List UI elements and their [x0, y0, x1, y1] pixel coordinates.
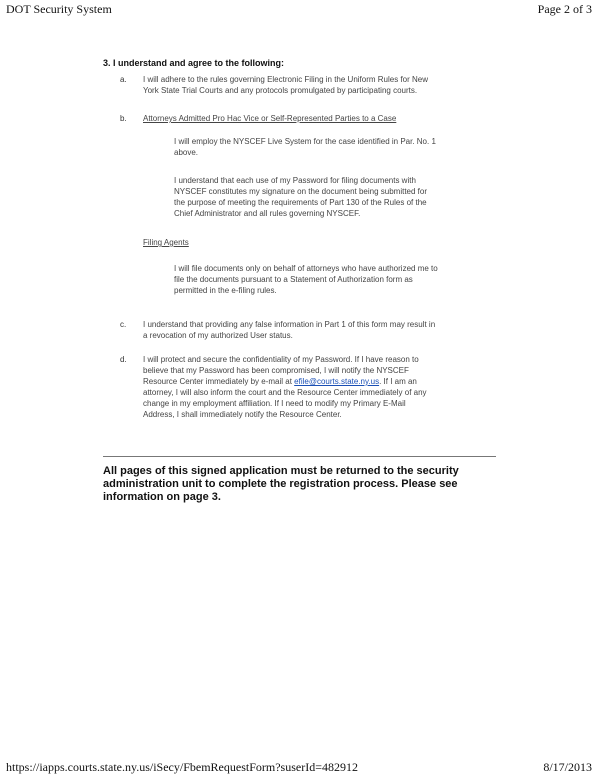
item-b-p2-line-3: the purpose of meeting the requirements of Part 130 of the Rules of the: [174, 198, 427, 207]
item-d-line-3-post: . If I am an: [379, 377, 417, 386]
item-c-line-1: I understand that providing any false information in Part 1 of this form may result in: [143, 320, 436, 329]
item-b-p3-line-3: permitted in the e-filing rules.: [174, 286, 277, 295]
item-d-line-3-pre: Resource Center immediately by e-mail at: [143, 377, 295, 386]
item-b-paragraph-3: [174, 263, 438, 296]
item-c-text: [143, 319, 435, 341]
item-b-paragraph-1: [174, 136, 436, 158]
item-b-p2-line-2: NYSCEF constitutes my signature on the document being submitted for: [174, 187, 428, 196]
item-a-line-2: York State Trial Courts and any protocols promulgated by participating courts.: [143, 86, 418, 95]
item-a-line-1: I will adhere to the rules governing Electronic Filing in the Uniform Rules for New: [143, 75, 429, 84]
item-c-marker: c.: [120, 320, 127, 329]
item-b-p2-line-1: I understand that each use of my Password for filing documents with: [174, 176, 416, 185]
item-c-line-2: a revocation of my authorized User status.: [143, 331, 293, 340]
section-heading: 3. I understand and agree to the following:: [103, 58, 285, 68]
notice-line-2: administration unit to complete the registration process. Please see: [103, 478, 458, 490]
return-notice: [103, 465, 503, 504]
notice-line-1: All pages of this signed application must be returned to the security: [103, 465, 459, 477]
item-b-marker: b.: [120, 114, 127, 123]
item-b-p1-line-2: above.: [174, 148, 199, 157]
page-header-title: DOT Security System: [6, 2, 112, 16]
item-d-line-1: I will protect and secure the confidentiality of my Password. If I have reason to: [143, 355, 419, 364]
email-link[interactable]: efile@courts.state.ny.us: [294, 377, 380, 386]
item-b-paragraph-2: [174, 175, 427, 219]
footer-date: 8/17/2013: [543, 760, 592, 774]
item-b-p1-line-1: I will employ the NYSCEF Live System for the case identified in Par. No. 1: [174, 137, 436, 146]
item-a-text: [143, 74, 428, 96]
item-d-marker: d.: [120, 355, 127, 364]
item-d-line-5: change in my employment affiliation. If I need to modify my Primary E-Mail: [143, 399, 406, 408]
item-b-p3-line-2: file the documents pursuant to a Statement of Authorization form as: [174, 275, 413, 284]
item-d-text: [143, 354, 427, 420]
item-b-p2-line-4: Chief Administrator and all rules governing NYSCEF.: [174, 209, 361, 218]
item-a-marker: a.: [120, 75, 127, 84]
divider: [103, 456, 496, 457]
page-number: Page 2 of 3: [537, 2, 592, 16]
filing-agents-heading: Filing Agents: [143, 238, 189, 247]
item-d-line-6: Address, I shall immediately notify the Resource Center.: [143, 410, 342, 419]
notice-line-3: information on page 3.: [103, 491, 221, 503]
item-b-heading: Attorneys Admitted Pro Hac Vice or Self-Represented Parties to a Case: [143, 114, 397, 123]
item-d-line-4: attorney, I will also inform the court and the Resource Center immediately of any: [143, 388, 427, 397]
item-b-p3-line-1: I will file documents only on behalf of attorneys who have authorized me to: [174, 264, 438, 273]
footer-url: https://iapps.courts.state.ny.us/iSecy/FbemRequestForm?suserId=482912: [6, 760, 358, 774]
item-d-line-2: believe that my Password has been compromised, I will notify the NYSCEF: [143, 366, 409, 375]
item-d-line-3: [143, 376, 427, 387]
